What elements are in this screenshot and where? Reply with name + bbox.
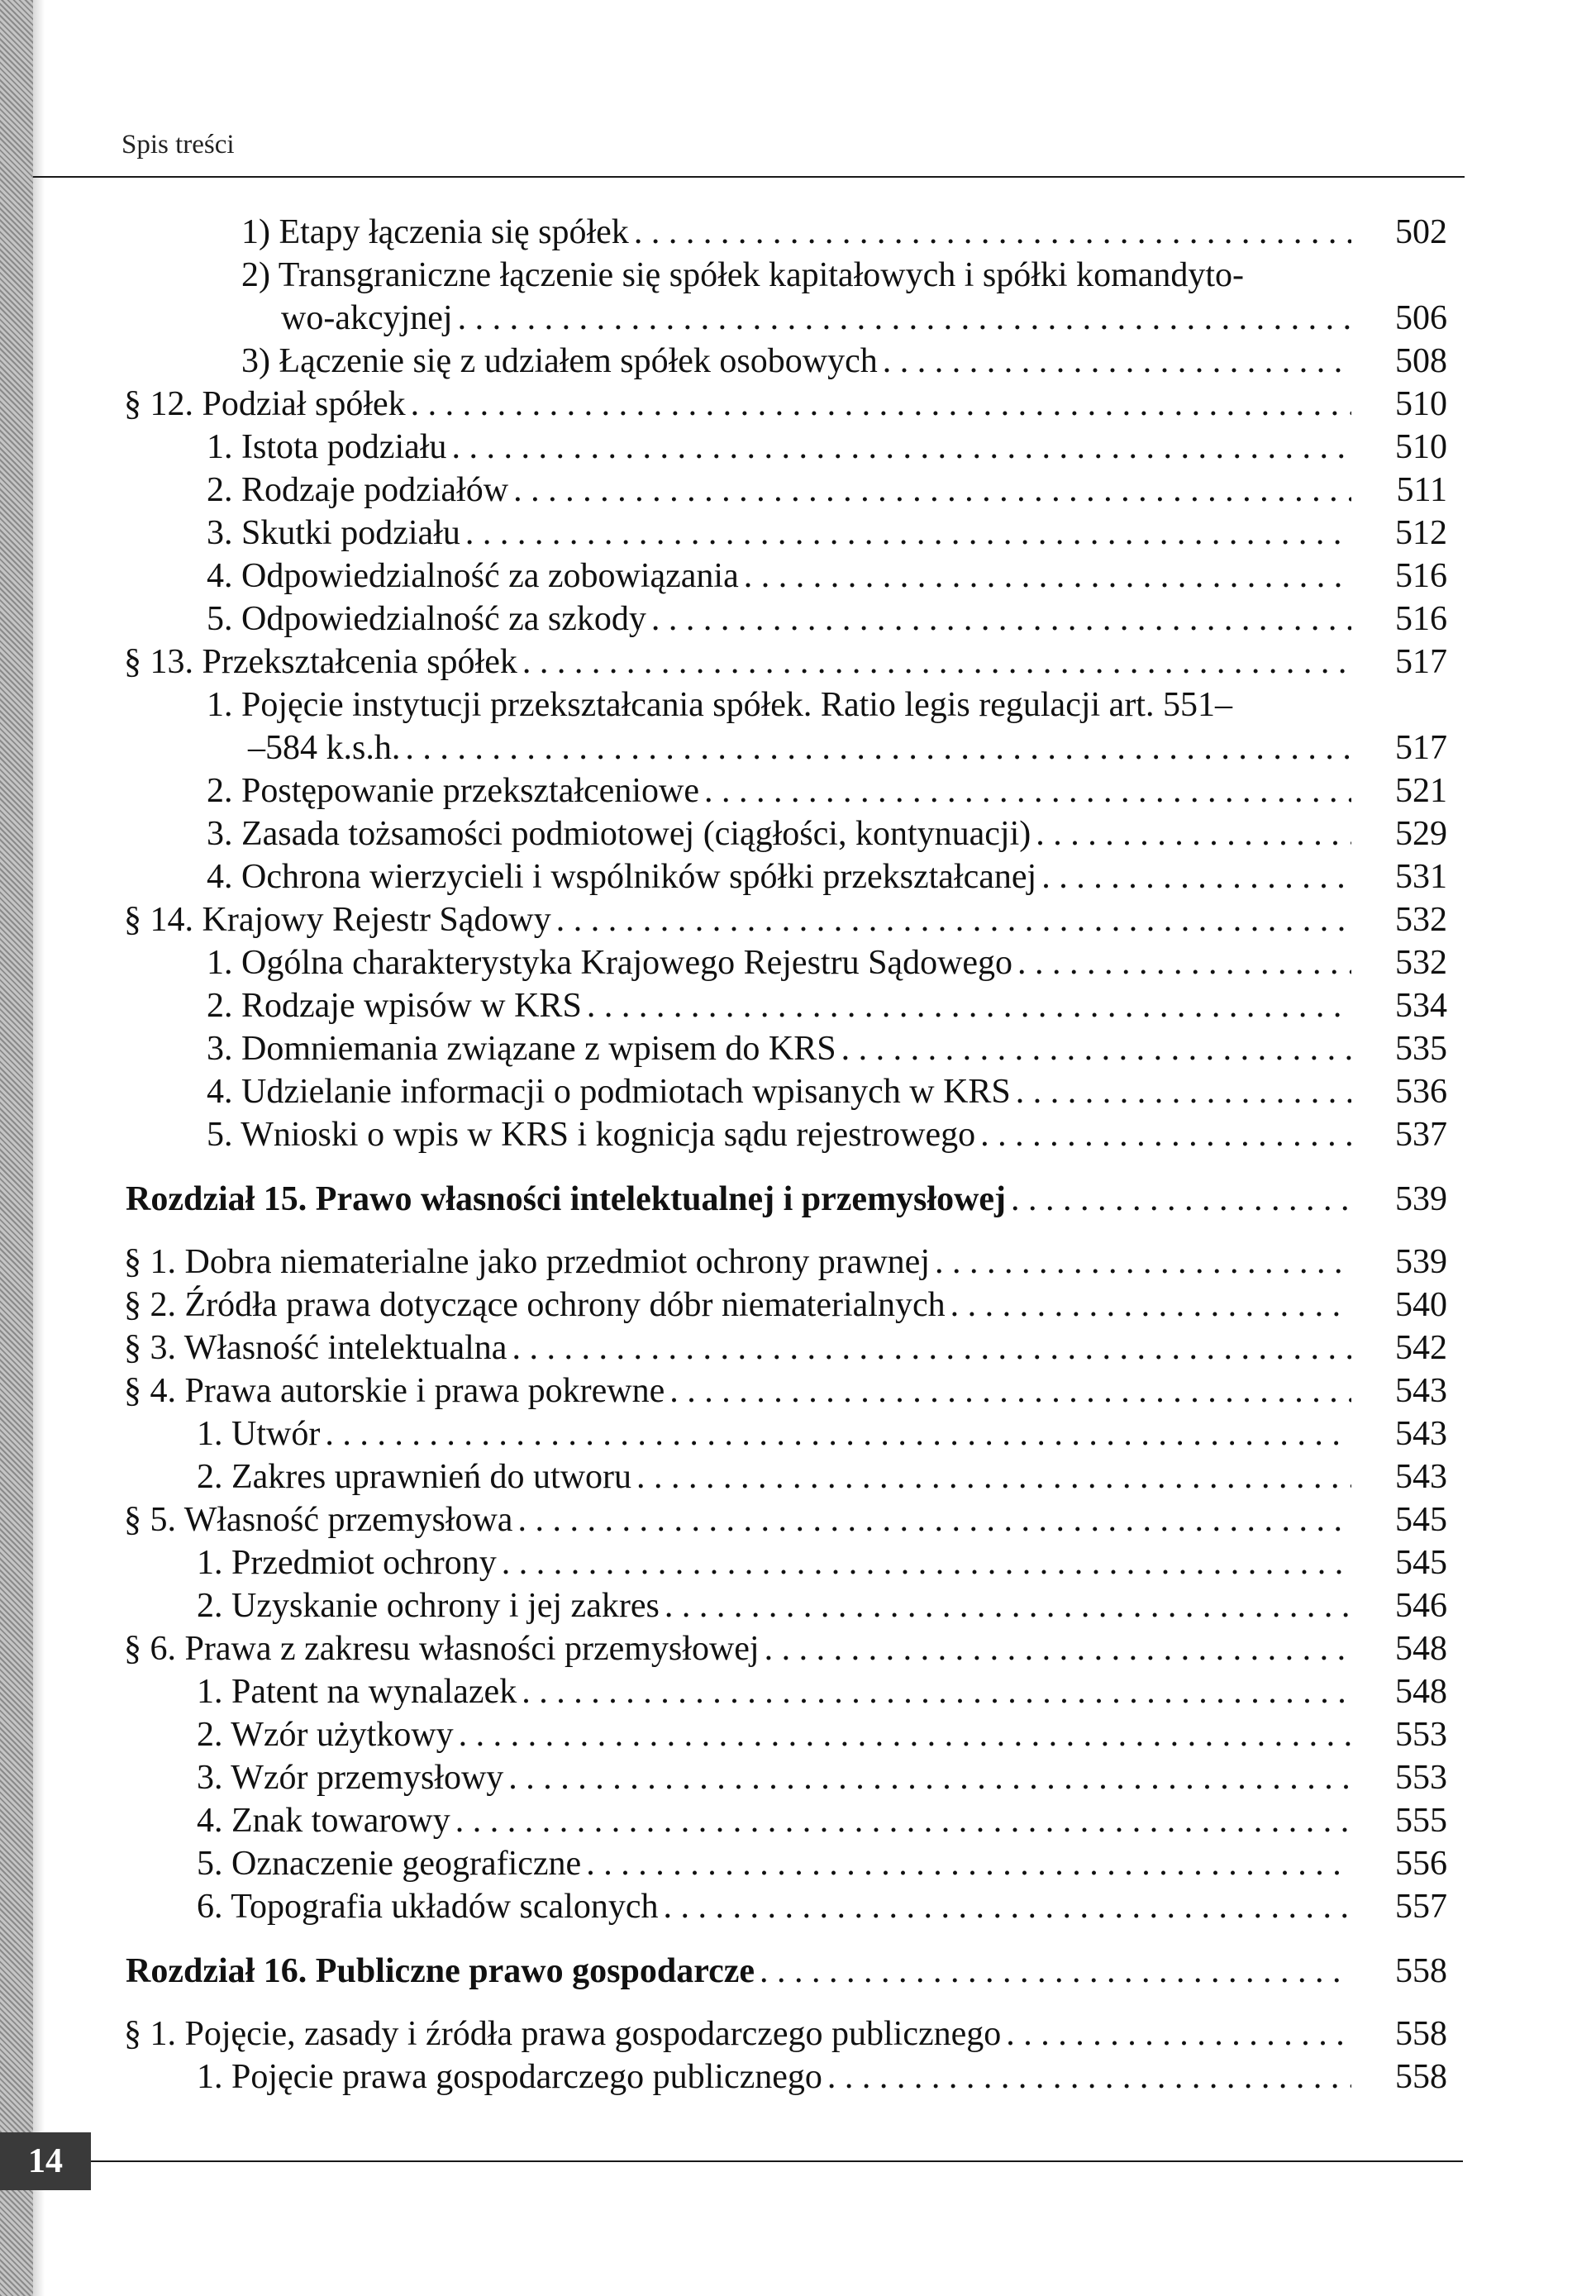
dot-leader — [1017, 941, 1351, 984]
toc-entry-page: 540 — [1395, 1286, 1447, 1324]
toc-entry — [0, 1241, 1596, 1284]
toc-entry-label: § 6. Prawa z zakresu własności przemysłowej — [124, 1630, 760, 1668]
dot-leader — [451, 426, 1351, 469]
dot-leader — [1011, 1178, 1351, 1221]
toc-entry — [0, 254, 1596, 297]
dot-leader — [459, 1713, 1351, 1756]
toc-entry-label: 3. Zasada tożsamości podmiotowej (ciągłości, kontynuacji) — [207, 815, 1031, 853]
toc-entry-label: § 1. Pojęcie, zasady i źródła prawa gospodarczego publicznego — [124, 2015, 1002, 2053]
toc-entry — [0, 340, 1596, 383]
toc-entry-page: 512 — [1395, 514, 1447, 552]
toc-entry — [0, 1584, 1596, 1627]
dot-leader — [651, 598, 1351, 641]
toc-entry-page: 555 — [1395, 1802, 1447, 1840]
dot-leader — [636, 1455, 1351, 1498]
dot-leader — [586, 1842, 1351, 1885]
dot-leader — [513, 469, 1351, 512]
toc-entry-page: 558 — [1395, 1952, 1447, 1990]
toc-entry-label: § 5. Własność przemysłowa — [124, 1501, 513, 1539]
toc-entry — [0, 512, 1596, 555]
toc-entry-label: 2. Postępowanie przekształceniowe — [207, 772, 699, 810]
toc-entry-page: 506 — [1395, 299, 1447, 337]
toc-entry-page: 536 — [1395, 1073, 1447, 1111]
toc-entry-page: 535 — [1395, 1030, 1447, 1068]
toc-entry — [0, 1070, 1596, 1113]
toc-entry-label: 1) Etapy łączenia się spółek — [241, 213, 629, 251]
toc-entry — [0, 1842, 1596, 1885]
toc-entry-label: 1. Przedmiot ochrony — [197, 1544, 497, 1582]
footer-rule — [91, 2160, 1463, 2162]
toc-entry — [0, 1284, 1596, 1327]
toc-entry-page: 529 — [1395, 815, 1447, 853]
toc-entry-page: 557 — [1395, 1888, 1447, 1926]
toc-entry-page: 545 — [1395, 1501, 1447, 1539]
toc-entry-page: 543 — [1395, 1458, 1447, 1496]
toc-entry-page: 543 — [1395, 1415, 1447, 1453]
toc-entry-label: § 14. Krajowy Rejestr Sądowy — [124, 901, 551, 939]
toc-entry-label: § 13. Przekształcenia spółek — [124, 643, 517, 681]
toc-entry-label: 3) Łączenie się z udziałem spółek osobowych — [241, 342, 878, 380]
dot-leader — [663, 1885, 1351, 1928]
toc-entry — [0, 898, 1596, 941]
dot-leader — [517, 1498, 1351, 1541]
page-number-tab: 14 — [0, 2132, 91, 2190]
toc-entry-page: 558 — [1395, 2058, 1447, 2096]
dot-leader — [325, 1412, 1351, 1455]
toc-entry-page: 553 — [1395, 1759, 1447, 1797]
dot-leader — [704, 769, 1351, 812]
toc-entry-label: 1. Pojęcie prawa gospodarczego publicznego — [197, 2058, 822, 2096]
toc-entry-label: 2. Uzyskanie ochrony i jej zakres — [197, 1587, 660, 1625]
dot-leader — [458, 297, 1351, 340]
toc-chapter-entry — [0, 1178, 1596, 1221]
toc-entry — [0, 383, 1596, 426]
dot-leader — [455, 1799, 1351, 1842]
dot-leader — [669, 1370, 1351, 1412]
toc-entry-page: 546 — [1395, 1587, 1447, 1625]
toc-entry — [0, 2013, 1596, 2055]
toc-entry-label: Rozdział 16. Publiczne prawo gospodarcze — [126, 1952, 755, 1990]
toc-entry-label: Rozdział 15. Prawo własności intelektualnej i przemysłowej — [126, 1180, 1007, 1218]
toc-chapter-entry — [0, 1950, 1596, 1993]
toc-entry — [0, 1412, 1596, 1455]
toc-entry — [0, 555, 1596, 598]
running-head-title: Spis treści — [121, 130, 235, 160]
toc-entry-page: 548 — [1395, 1630, 1447, 1668]
header-rule — [33, 176, 1465, 178]
toc-entry-label: 4. Odpowiedzialność za zobowiązania — [207, 557, 739, 595]
toc-entry-page: 502 — [1395, 213, 1447, 251]
toc-entry-label: 2) Transgraniczne łączenie się spółek kapitałowych i spółki komandyto- — [241, 256, 1245, 294]
dot-leader — [950, 1284, 1351, 1327]
toc-entry-label: 1. Ogólna charakterystyka Krajowego Rejestru Sądowego — [207, 944, 1013, 982]
dot-leader — [1041, 855, 1351, 898]
toc-entry-page: 539 — [1395, 1243, 1447, 1281]
toc-entry — [0, 1027, 1596, 1070]
toc-entry — [0, 1498, 1596, 1541]
toc-entry-page: 510 — [1395, 385, 1447, 423]
dot-leader — [502, 1541, 1351, 1584]
toc-entry — [0, 469, 1596, 512]
dot-leader — [587, 984, 1351, 1027]
toc-entry — [0, 598, 1596, 641]
toc-entry-page: 511 — [1396, 471, 1447, 509]
toc-entry — [0, 1370, 1596, 1412]
toc-entry-page: 548 — [1395, 1673, 1447, 1711]
toc-entry-page: 534 — [1395, 987, 1447, 1025]
toc-entry-label: 2. Rodzaje podziałów — [207, 471, 509, 509]
toc-entry-page: 539 — [1395, 1180, 1447, 1218]
toc-entry-label: 1. Pojęcie instytucji przekształcania spółek. Ratio legis regulacji art. 551– — [207, 686, 1232, 724]
dot-leader — [522, 1670, 1351, 1713]
toc-entry — [0, 726, 1596, 769]
toc-entry — [0, 641, 1596, 684]
toc-entry-label: 3. Skutki podziału — [207, 514, 460, 552]
toc-entry — [0, 1113, 1596, 1156]
toc-entry-label: 5. Odpowiedzialność za szkody — [207, 600, 646, 638]
toc-entry-label: 1. Patent na wynalazek — [197, 1673, 517, 1711]
toc-entry-label: 4. Znak towarowy — [197, 1802, 450, 1840]
toc-entry-label: 3. Domniemania związane z wpisem do KRS — [207, 1030, 836, 1068]
dot-leader — [744, 555, 1351, 598]
toc-entry — [0, 2055, 1596, 2098]
dot-leader — [827, 2055, 1351, 2098]
toc-entry-label: 2. Rodzaje wpisów w KRS — [207, 987, 582, 1025]
toc-entry-label: § 1. Dobra niematerialne jako przedmiot ochrony prawnej — [124, 1243, 930, 1281]
dot-leader — [980, 1113, 1351, 1156]
dot-leader — [522, 641, 1351, 684]
dot-leader — [1006, 2013, 1351, 2055]
toc-entry-page: 553 — [1395, 1716, 1447, 1754]
dot-leader — [556, 898, 1351, 941]
toc-entry-page: 532 — [1395, 944, 1447, 982]
toc-entry-label: § 3. Własność intelektualna — [124, 1329, 507, 1367]
toc-entry-page: 558 — [1395, 2015, 1447, 2053]
dot-leader — [760, 1950, 1351, 1993]
toc-entry-label: 5. Oznaczenie geograficzne — [197, 1845, 582, 1883]
toc-entry-label: wo-akcyjnej — [281, 299, 453, 337]
toc-entry-page: 542 — [1395, 1329, 1447, 1367]
toc-entry-label: § 4. Prawa autorskie i prawa pokrewne — [124, 1372, 665, 1410]
toc-entry — [0, 1670, 1596, 1713]
toc-entry — [0, 769, 1596, 812]
dot-leader — [841, 1027, 1351, 1070]
toc-entry — [0, 1455, 1596, 1498]
toc-entry-label: 2. Wzór użytkowy — [197, 1716, 454, 1754]
dot-leader — [1016, 1070, 1351, 1113]
toc-entry — [0, 684, 1596, 726]
toc-entry-page: 510 — [1395, 428, 1447, 466]
dot-leader — [1036, 812, 1351, 855]
toc-entry — [0, 1756, 1596, 1799]
dot-leader — [465, 512, 1351, 555]
toc-entry — [0, 984, 1596, 1027]
toc-entry-page: 531 — [1395, 858, 1447, 896]
toc-entry-label: 5. Wnioski o wpis w KRS i kognicja sądu rejestrowego — [207, 1116, 976, 1154]
toc-entry-label: 2. Zakres uprawnień do utworu — [197, 1458, 632, 1496]
toc-entry-label: § 12. Podział spółek — [124, 385, 406, 423]
toc-entry-page: 517 — [1395, 643, 1447, 681]
dot-leader — [634, 211, 1351, 254]
toc-entry-page: 516 — [1395, 600, 1447, 638]
toc-entry — [0, 211, 1596, 254]
toc-entry-page: 516 — [1395, 557, 1447, 595]
toc-entry-page: 517 — [1395, 729, 1447, 767]
toc-entry — [0, 812, 1596, 855]
toc-entry-page: 556 — [1395, 1845, 1447, 1883]
toc-entry-label: 3. Wzór przemysłowy — [197, 1759, 504, 1797]
dot-leader — [411, 383, 1351, 426]
toc-entry-label: § 2. Źródła prawa dotyczące ochrony dóbr niematerialnych — [124, 1286, 946, 1324]
dot-leader — [665, 1584, 1351, 1627]
toc-entry — [0, 1327, 1596, 1370]
dot-leader — [405, 726, 1351, 769]
dot-leader — [508, 1756, 1351, 1799]
toc-entry-label: 1. Utwór — [197, 1415, 321, 1453]
toc-entry-label: 1. Istota podziału — [207, 428, 447, 466]
toc-entry-page: 508 — [1395, 342, 1447, 380]
dot-leader — [765, 1627, 1351, 1670]
toc-entry-page: 543 — [1395, 1372, 1447, 1410]
dot-leader — [512, 1327, 1351, 1370]
toc-entry-page: 521 — [1395, 772, 1447, 810]
toc-entry-label: –584 k.s.h. — [248, 729, 401, 767]
dot-leader — [883, 340, 1351, 383]
toc-entry-page: 537 — [1395, 1116, 1447, 1154]
toc-entry — [0, 297, 1596, 340]
toc-entry-label: 4. Udzielanie informacji o podmiotach wpisanych w KRS — [207, 1073, 1011, 1111]
toc-entry — [0, 1627, 1596, 1670]
toc-entry — [0, 1885, 1596, 1928]
toc-entry — [0, 426, 1596, 469]
toc-entry-label: 4. Ochrona wierzycieli i wspólników spółki przekształcanej — [207, 858, 1037, 896]
toc-entry-label: 6. Topografia układów scalonych — [197, 1888, 659, 1926]
toc-entry — [0, 1541, 1596, 1584]
toc-entry — [0, 855, 1596, 898]
toc-entry — [0, 1799, 1596, 1842]
toc-entry-page: 545 — [1395, 1544, 1447, 1582]
toc-entry-page: 532 — [1395, 901, 1447, 939]
toc-entry — [0, 1713, 1596, 1756]
dot-leader — [935, 1241, 1351, 1284]
toc-entry — [0, 941, 1596, 984]
table-of-contents — [0, 211, 1596, 2098]
